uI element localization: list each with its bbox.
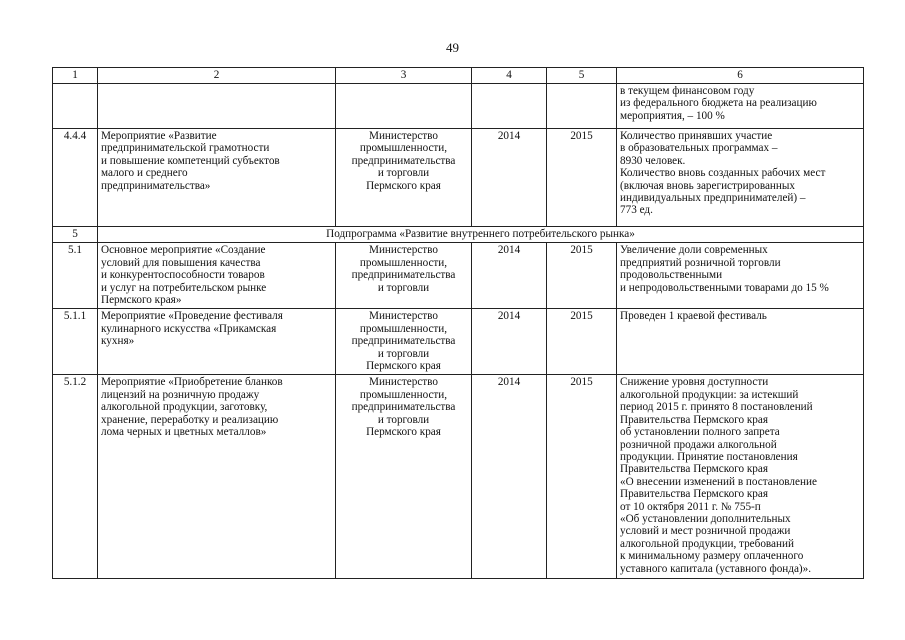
measure-name: Мероприятие «Проведение фестиваля кулинарного искусства «Прикамская кухня» bbox=[98, 309, 336, 375]
page-number: 49 bbox=[446, 40, 459, 55]
start-year: 2014 bbox=[472, 243, 547, 309]
row-number: 5.1 bbox=[53, 243, 98, 309]
end-year: 2015 bbox=[547, 309, 617, 375]
start-year bbox=[472, 84, 547, 129]
end-year bbox=[547, 84, 617, 129]
expected-result: Увеличение доли современных предприятий розничной торговли продовольственными и непродовольственными товарами до 15 % bbox=[617, 243, 864, 309]
header-cell: 5 bbox=[547, 68, 617, 84]
row-number: 5.1.2 bbox=[53, 375, 98, 579]
row-number: 5 bbox=[53, 227, 98, 243]
measure-name: Основное мероприятие «Создание условий для повышения качества и конкурентоспособности товаров и услуг на потребительском рынке Пермского края» bbox=[98, 243, 336, 309]
measure-name: Мероприятие «Приобретение бланков лицензий на розничную продажу алкогольной продукции, заготовку, хранение, переработку и реализацию лома черных и цветных металлов» bbox=[98, 375, 336, 579]
start-year: 2014 bbox=[472, 375, 547, 579]
row-number bbox=[53, 84, 98, 129]
end-year: 2015 bbox=[547, 243, 617, 309]
row-number: 5.1.1 bbox=[53, 309, 98, 375]
header-cell: 1 bbox=[53, 68, 98, 84]
expected-result: в текущем финансовом году из федерального бюджета на реализацию мероприятия, – 100 % bbox=[617, 84, 864, 129]
table-row bbox=[53, 129, 864, 227]
measure-name bbox=[98, 84, 336, 129]
table-row bbox=[53, 84, 864, 129]
end-year: 2015 bbox=[547, 129, 617, 227]
header-cell: 3 bbox=[336, 68, 472, 84]
executor: Министерство промышленности, предпринимательства и торговли bbox=[336, 243, 472, 309]
measure-name: Мероприятие «Развитие предпринимательской грамотности и повышение компетенций субъектов малого и среднего предпринимательства» bbox=[98, 129, 336, 227]
header-cell: 6 bbox=[617, 68, 864, 84]
subprogram-title: Подпрограмма «Развитие внутреннего потребительского рынка» bbox=[98, 227, 864, 243]
header-cell: 2 bbox=[98, 68, 336, 84]
end-year: 2015 bbox=[547, 375, 617, 579]
expected-result: Количество принявших участие в образовательных программах – 8930 человек. Количество вновь созданных рабочих мест (включая вновь зарегистрированных индивидуальных предпринимателей) – 773 ед. bbox=[617, 129, 864, 227]
table-row bbox=[53, 309, 864, 375]
table-row bbox=[53, 375, 864, 579]
subprogram-row bbox=[53, 227, 864, 243]
row-number: 4.4.4 bbox=[53, 129, 98, 227]
executor: Министерство промышленности, предпринимательства и торговли Пермского края bbox=[336, 309, 472, 375]
start-year: 2014 bbox=[472, 309, 547, 375]
executor: Министерство промышленности, предпринимательства и торговли Пермского края bbox=[336, 129, 472, 227]
executor bbox=[336, 84, 472, 129]
table-row bbox=[53, 243, 864, 309]
expected-result: Снижение уровня доступности алкогольной продукции: за истекший период 2015 г. принято 8 постановлений Правительства Пермского края об установлении полного запрета розничной продажи алкогольной продукции. Принятие постановления Правительства Пермского края «О внесении изменений в постановление Правительства Пермского края от 10 октября 2011 г. № 755-п «Об установлении дополнительных условий и мест розничной продажи алкогольной продукции, требований к минимальному размеру оплаченного уставного капитала (уставного фонда)». bbox=[617, 375, 864, 579]
table-header-row bbox=[53, 68, 864, 84]
executor: Министерство промышленности, предпринимательства и торговли Пермского края bbox=[336, 375, 472, 579]
expected-result: Проведен 1 краевой фестиваль bbox=[617, 309, 864, 375]
start-year: 2014 bbox=[472, 129, 547, 227]
header-cell: 4 bbox=[472, 68, 547, 84]
program-table bbox=[52, 67, 864, 579]
